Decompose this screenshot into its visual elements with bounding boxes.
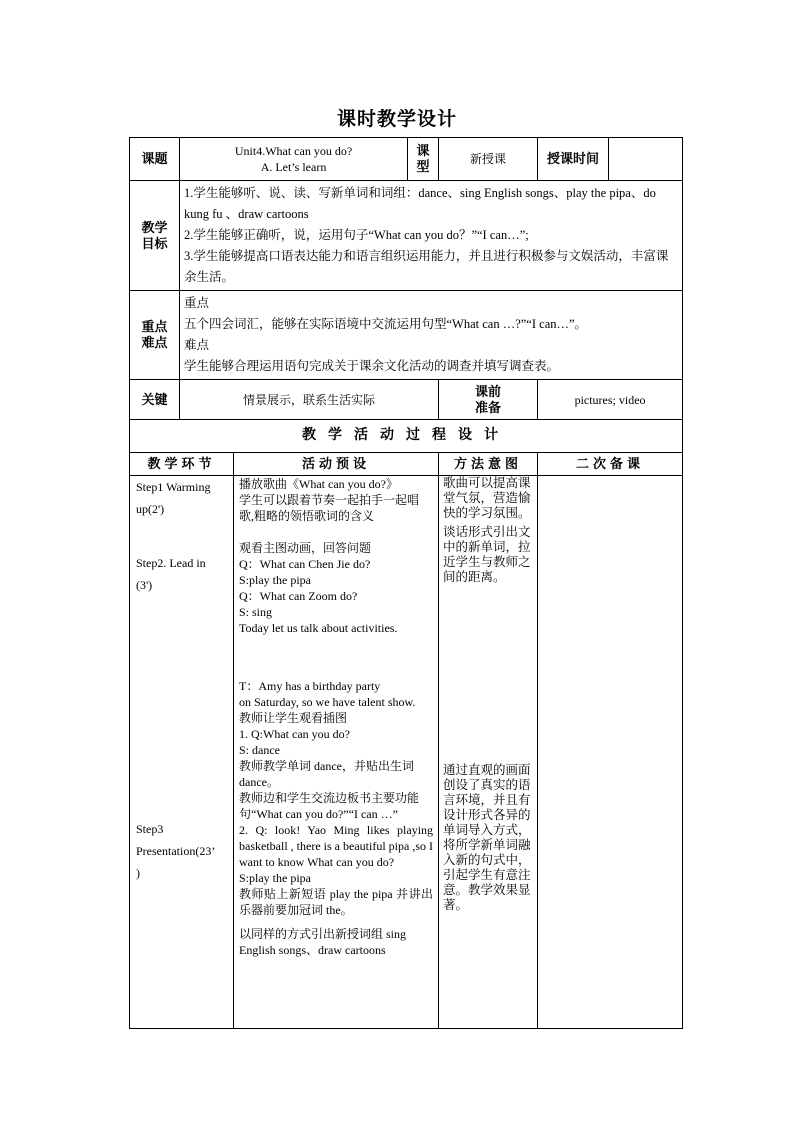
- step-lead-in: [136, 552, 206, 596]
- prep-label-line-1: 课前: [475, 383, 502, 399]
- activity-text: 2. Q: look! Yao Ming likes playing basketball , there is a beautiful pipa ,so I want to know What can you do?: [239, 823, 434, 869]
- step-warming-line-1: Step1 Warming: [136, 480, 211, 494]
- key-label-line-2: 难点: [141, 335, 168, 350]
- step-presentation: [136, 818, 215, 884]
- step-lead-line-2: (3'): [136, 578, 153, 592]
- intent-column: [439, 476, 538, 1029]
- activity-text: Today let us talk about activities.: [239, 621, 398, 635]
- goal-item: 3.学生能够提高口语表达能力和语言组织运用能力，并且进行积极参与文娱活动，丰富课余生活。: [184, 249, 669, 284]
- keys-value: 情景展示，联系生活实际: [180, 380, 439, 420]
- activity-text: S: dance: [239, 743, 280, 757]
- goals-content: [180, 181, 683, 291]
- goal-item: 2.学生能够正确听，说，运用句子“What can you do？”“I can…”;: [184, 228, 529, 242]
- activity-text: S:play the pipa: [239, 573, 311, 587]
- activity-text: Q：What can Zoom do?: [239, 589, 358, 603]
- prep-label: [439, 380, 538, 420]
- key-content: [180, 291, 683, 380]
- activity-text: S:play the pipa: [239, 871, 311, 885]
- header-stage: 教学环节: [130, 453, 234, 476]
- step-pres-line-3: ): [136, 866, 140, 880]
- keys-label: 关键: [130, 380, 180, 420]
- goals-label: [130, 181, 180, 291]
- activity-text: on Saturday, so we have talent show.: [239, 695, 416, 709]
- activity-text: T：Amy has a birthday party: [239, 679, 381, 693]
- goal-item: 1.学生能够听、说、读、写新单词和词组：dance、sing English songs、play the pipa、do kung fu 、draw cartoons: [184, 186, 656, 221]
- prep-label-line-2: 准备: [475, 399, 502, 415]
- type-value: 新授课: [439, 138, 538, 181]
- time-label: 授课时间: [538, 138, 609, 181]
- key-label: [130, 291, 180, 380]
- activity-text: 以同样的方式引出新授词组 sing English songs、draw cartoons: [239, 927, 407, 957]
- stage-column: [130, 476, 234, 1029]
- focus-title: 重点: [184, 296, 210, 310]
- step-warming: [136, 476, 210, 520]
- second-prep-column: [538, 476, 683, 1029]
- time-value: [609, 138, 683, 181]
- topic-value: [180, 138, 408, 181]
- activity-text: 学生可以跟着节奏一起拍手一起唱歌,粗略的领悟歌词的含义: [239, 493, 420, 523]
- activity-text: 教师边和学生交流边板书主要功能句“What can you do?”“I can …”: [239, 791, 420, 821]
- topic-label: 课题: [130, 138, 180, 181]
- goals-label-line-2: 目标: [141, 235, 168, 251]
- topic-line-1: Unit4.What can you do?: [234, 144, 353, 158]
- intent-text: 通过直观的画面创设了真实的语言环境，并且有设计形式各异的单词导入方式，将所学新单词融入新的句式中，引起学生有意注意。教学效果显著。: [443, 763, 531, 912]
- lesson-plan-table: [129, 137, 682, 1029]
- activity-text: 观看主图动画，回答问题: [239, 541, 372, 555]
- activity-text: 教师贴上新短语 play the pipa 并讲出乐器前要加冠词 the。: [239, 887, 434, 917]
- intent-text: 谈话形式引出文中的新单词，拉近学生与教师之间的距离。: [443, 525, 531, 584]
- activity-text: 播放歌曲《What can you do?》: [239, 477, 398, 491]
- activity-text: 教师让学生观看插图: [239, 711, 348, 725]
- step-pres-line-1: Step3: [136, 822, 164, 836]
- type-label: 课型: [408, 138, 439, 181]
- activity-text: 1. Q:What can you do?: [239, 727, 350, 741]
- header-intent: 方法意图: [439, 453, 538, 476]
- difficulty-title: 难点: [184, 338, 210, 352]
- step-pres-line-2: Presentation(23’: [136, 844, 216, 858]
- activity-column: [234, 476, 439, 1029]
- key-label-line-1: 重点: [141, 319, 168, 334]
- focus-text: 五个四会词汇，能够在实际语境中交流运用句型“What can …?”“I can…”。: [184, 317, 588, 331]
- activity-text: Q：What can Chen Jie do?: [239, 557, 371, 571]
- intent-text: 歌曲可以提高课堂气氛，营造愉快的学习氛围。: [443, 476, 531, 520]
- header-second-prep: 二次备课: [538, 453, 683, 476]
- difficulty-text: 学生能够合理运用语句完成关于课余文化活动的调查并填写调查表。: [184, 359, 560, 373]
- prep-value: pictures; video: [538, 380, 683, 420]
- activity-text: 教师教学单词 dance，并贴出生词 dance。: [239, 759, 414, 789]
- step-lead-line-1: Step2. Lead in: [136, 556, 206, 570]
- goals-label-line-1: 教学: [141, 219, 168, 235]
- process-title: 教学活动过程设计: [130, 420, 683, 453]
- header-activity: 活动预设: [234, 453, 439, 476]
- page-title: 课时教学设计: [336, 109, 457, 130]
- topic-line-2: A. Let’s learn: [260, 160, 327, 174]
- step-warming-line-2: up(2'): [136, 502, 165, 516]
- activity-text: S: sing: [239, 605, 273, 619]
